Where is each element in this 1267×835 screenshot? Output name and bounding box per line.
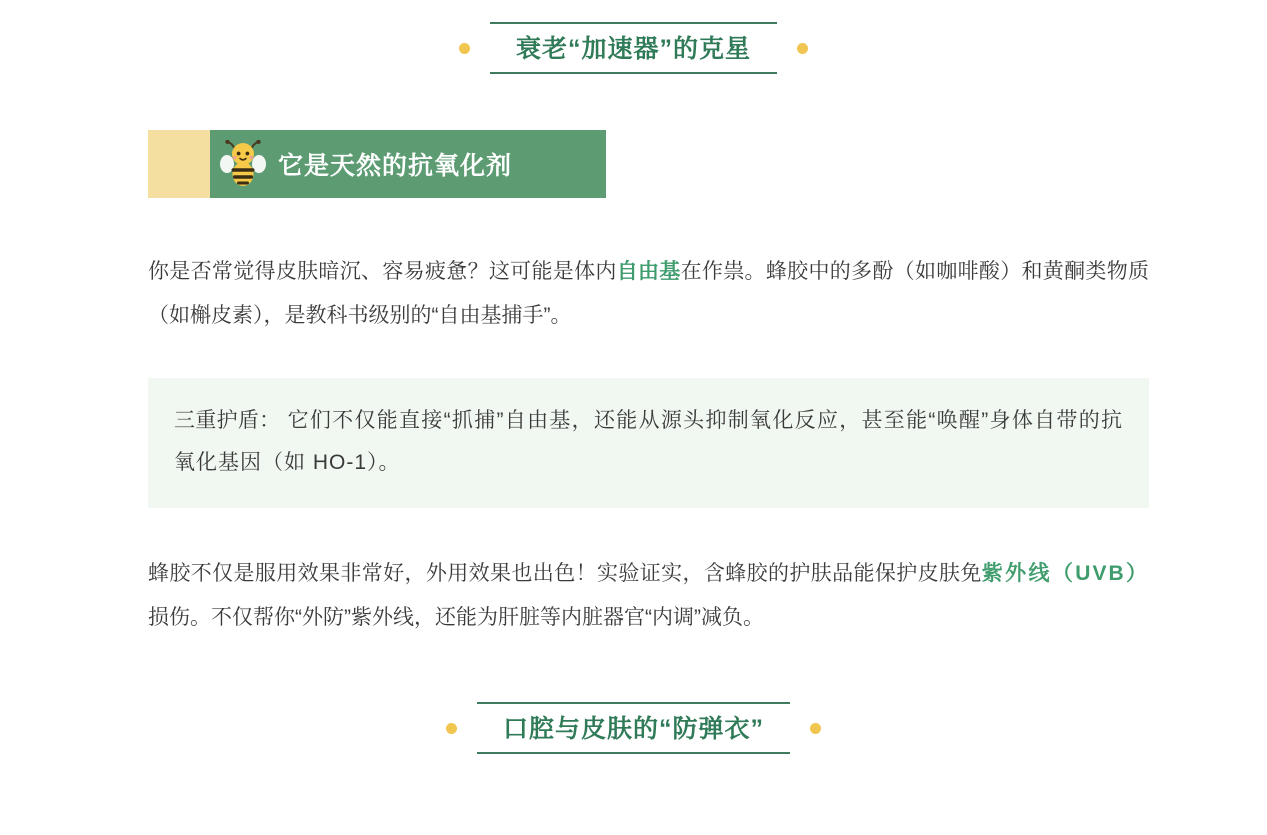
- dot-right-icon: [797, 43, 808, 54]
- paragraph-2-block: [148, 552, 1149, 640]
- banner-accent-block: [148, 130, 210, 198]
- subsection-banner: [148, 130, 606, 198]
- paragraph-1: [148, 250, 1149, 338]
- callout-lead: 三重护盾：: [174, 409, 281, 432]
- paragraph-1-part-1: 你是否常觉得皮肤暗沉、容易疲惫？这可能是体内: [148, 260, 617, 283]
- paragraph-2-highlight: 紫外线（UVB）: [981, 562, 1149, 585]
- paragraph-2-part-2: 损伤。不仅帮你“外防”紫外线，还能为肝脏等内脏器官“内调”减负。: [148, 606, 764, 629]
- paragraph-2: [148, 552, 1149, 640]
- heading-frame: [490, 22, 777, 74]
- paragraph-1-part-2: 在作祟。蜂胶中的多酚（如咖啡酸）和黄酮类物质（如槲皮素），是教科书级别的“自由基捕手”。: [148, 260, 1150, 327]
- section-title-1: 衰老“加速器”的克星: [515, 35, 751, 63]
- dot-left-icon: [459, 43, 470, 54]
- callout-box: [148, 378, 1149, 508]
- banner-label: 它是天然的抗氧化剂: [278, 152, 513, 180]
- paragraph-1-block: [148, 250, 1149, 338]
- article-page: [0, 22, 1267, 835]
- section-title-2: 口腔与皮肤的“防弹衣”: [502, 715, 764, 743]
- paragraph-2-part-1: 蜂胶不仅是服用效果非常好，外用效果也出色！实验证实，含蜂胶的护肤品能保护皮肤免: [148, 562, 982, 585]
- section-heading-1: [0, 22, 1267, 74]
- callout-text: 它们不仅能直接“抓捕”自由基，还能从源头抑制氧化反应，甚至能“唤醒”身体自带的抗氧化基因（如 HO-1）。: [174, 409, 1123, 474]
- callout-paragraph: [174, 400, 1123, 484]
- bee-icon: [220, 140, 266, 188]
- heading-frame-2: [477, 702, 790, 754]
- paragraph-1-highlight: 自由基: [616, 260, 681, 283]
- section-heading-2: [0, 702, 1267, 754]
- banner-body: [210, 130, 606, 198]
- dot-right-icon-2: [810, 723, 821, 734]
- dot-left-icon-2: [446, 723, 457, 734]
